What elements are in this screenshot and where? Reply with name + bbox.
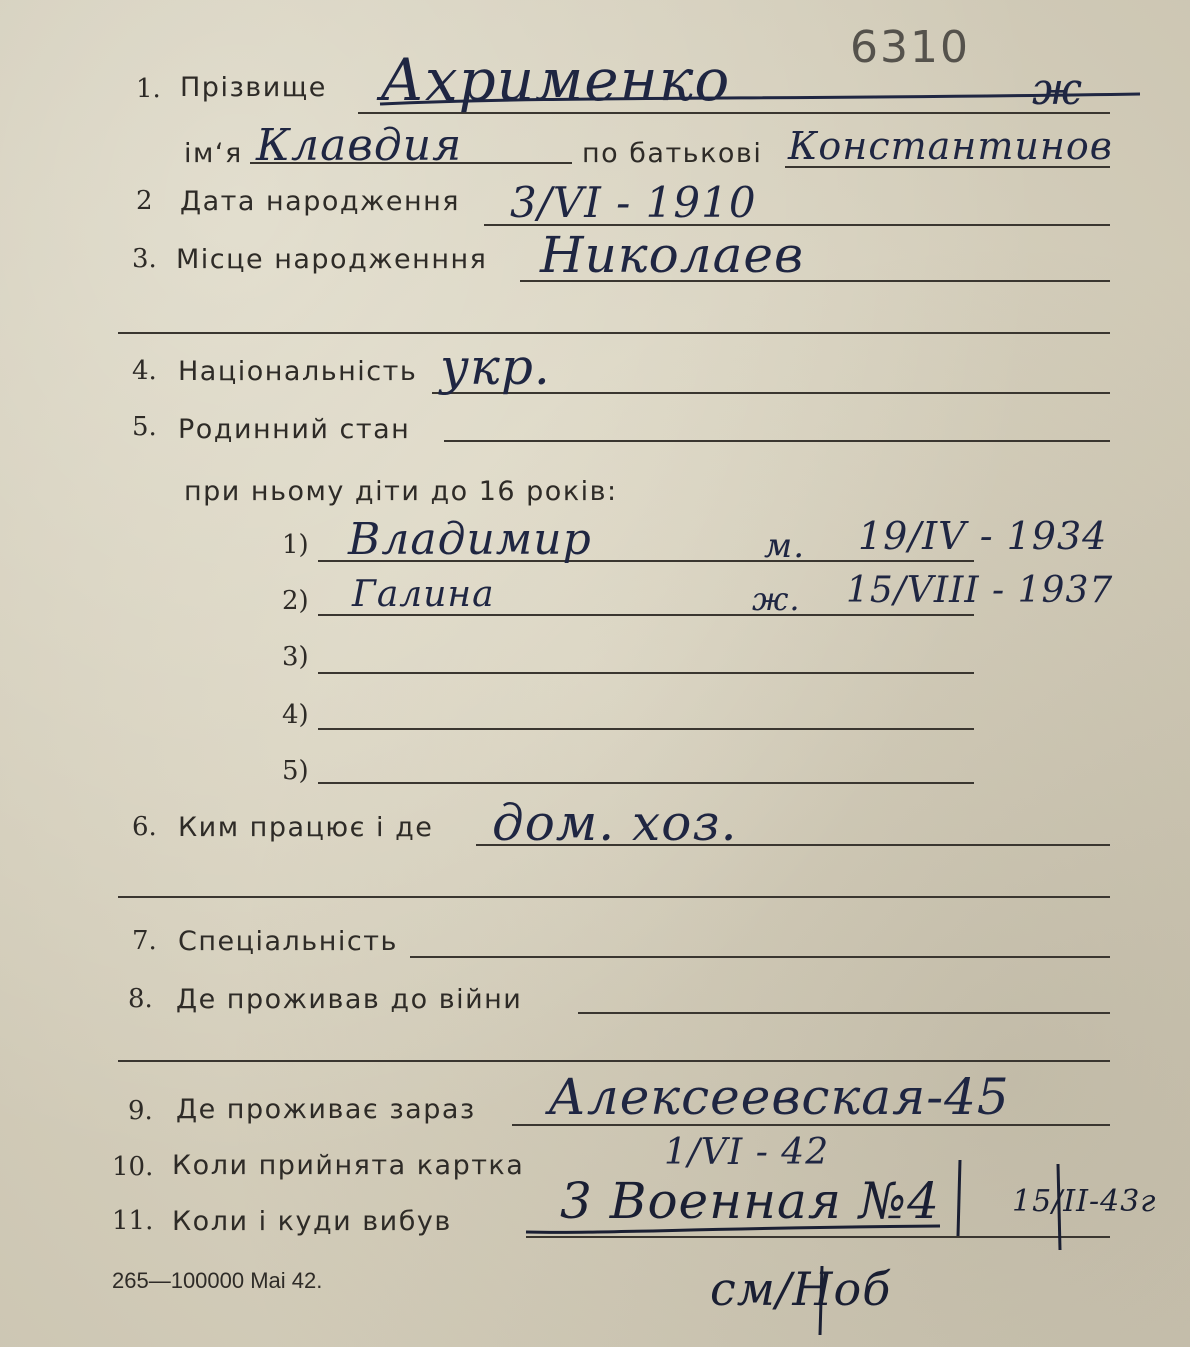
current-residence-label: Де проживає зараз (176, 1094, 476, 1125)
child-name: Владимир (348, 514, 592, 565)
marital-label: Родинний стан (178, 414, 411, 445)
child-sex: м. (764, 526, 805, 566)
field-11-number: 11. (112, 1206, 154, 1236)
card-accepted-value: 1/VI - 42 (664, 1132, 830, 1173)
occupation-value: дом. хоз. (492, 794, 738, 852)
archive-number: 6310 (850, 22, 970, 73)
birthdate-value: 3/VI - 1910 (510, 178, 757, 227)
departure-date: 15/II-43г (1012, 1184, 1157, 1219)
departure-label: Коли і куди вибув (172, 1206, 452, 1237)
birthdate-label: Дата народження (180, 186, 461, 217)
child-date: 19/IV - 1934 (858, 514, 1108, 558)
field-4-number: 4. (132, 356, 157, 386)
patronymic-label: по батькові (582, 138, 763, 169)
departure-date-divider-stroke (1058, 1164, 1060, 1250)
field-8-number: 8. (128, 984, 153, 1014)
specialty-label: Спеціальність (178, 926, 398, 957)
surname-extra: ж (1032, 64, 1084, 115)
birthplace-label: Місце народженння (176, 244, 488, 275)
field-7-number: 7. (132, 926, 157, 956)
child-name: Галина (352, 574, 495, 615)
nationality-label: Національність (178, 356, 418, 387)
birthplace-value: Николаев (540, 226, 805, 284)
nationality-value: укр. (440, 338, 551, 396)
print-run-footer: 265—100000 Mai 42. (112, 1268, 323, 1293)
field-2-number: 2 (136, 186, 153, 216)
surname-label: Прізвище (180, 72, 327, 103)
current-residence-value: Алексеевская-45 (548, 1068, 1010, 1126)
surname-value: Ахрименко (380, 46, 731, 114)
card-accepted-label: Коли прийнята картка (172, 1150, 525, 1181)
field-1-number: 1. (136, 74, 161, 104)
child-sex: ж. (752, 580, 801, 618)
patronymic-value: Константинов (788, 124, 1113, 168)
field-5-number: 5. (132, 412, 157, 442)
field-9-number: 9. (128, 1096, 153, 1126)
surname-underline-stroke (380, 94, 1140, 104)
departure-divider-stroke (958, 1160, 960, 1236)
departure-value: 3 Военная №4 (560, 1172, 940, 1230)
departure-underline-stroke (526, 1226, 940, 1232)
child-number: 3) (282, 642, 309, 672)
field-3-number: 3. (132, 244, 157, 274)
child-number: 5) (282, 756, 309, 786)
child-number: 4) (282, 700, 309, 730)
child-number: 2) (282, 586, 309, 616)
children-label: при ньому діти до 16 років: (184, 476, 618, 507)
child-date: 15/VIII - 1937 (846, 570, 1114, 611)
name-value: Клавдия (256, 120, 463, 171)
field-6-number: 6. (132, 812, 157, 842)
departure-note: см/Ноб (710, 1262, 892, 1316)
occupation-label: Ким працює і де (178, 812, 434, 843)
field-10-number: 10. (112, 1152, 154, 1182)
prewar-residence-label: Де проживав до війни (176, 984, 523, 1015)
note-divider-stroke (820, 1266, 822, 1335)
child-number: 1) (282, 530, 309, 560)
name-label: ім‘я (184, 138, 243, 169)
